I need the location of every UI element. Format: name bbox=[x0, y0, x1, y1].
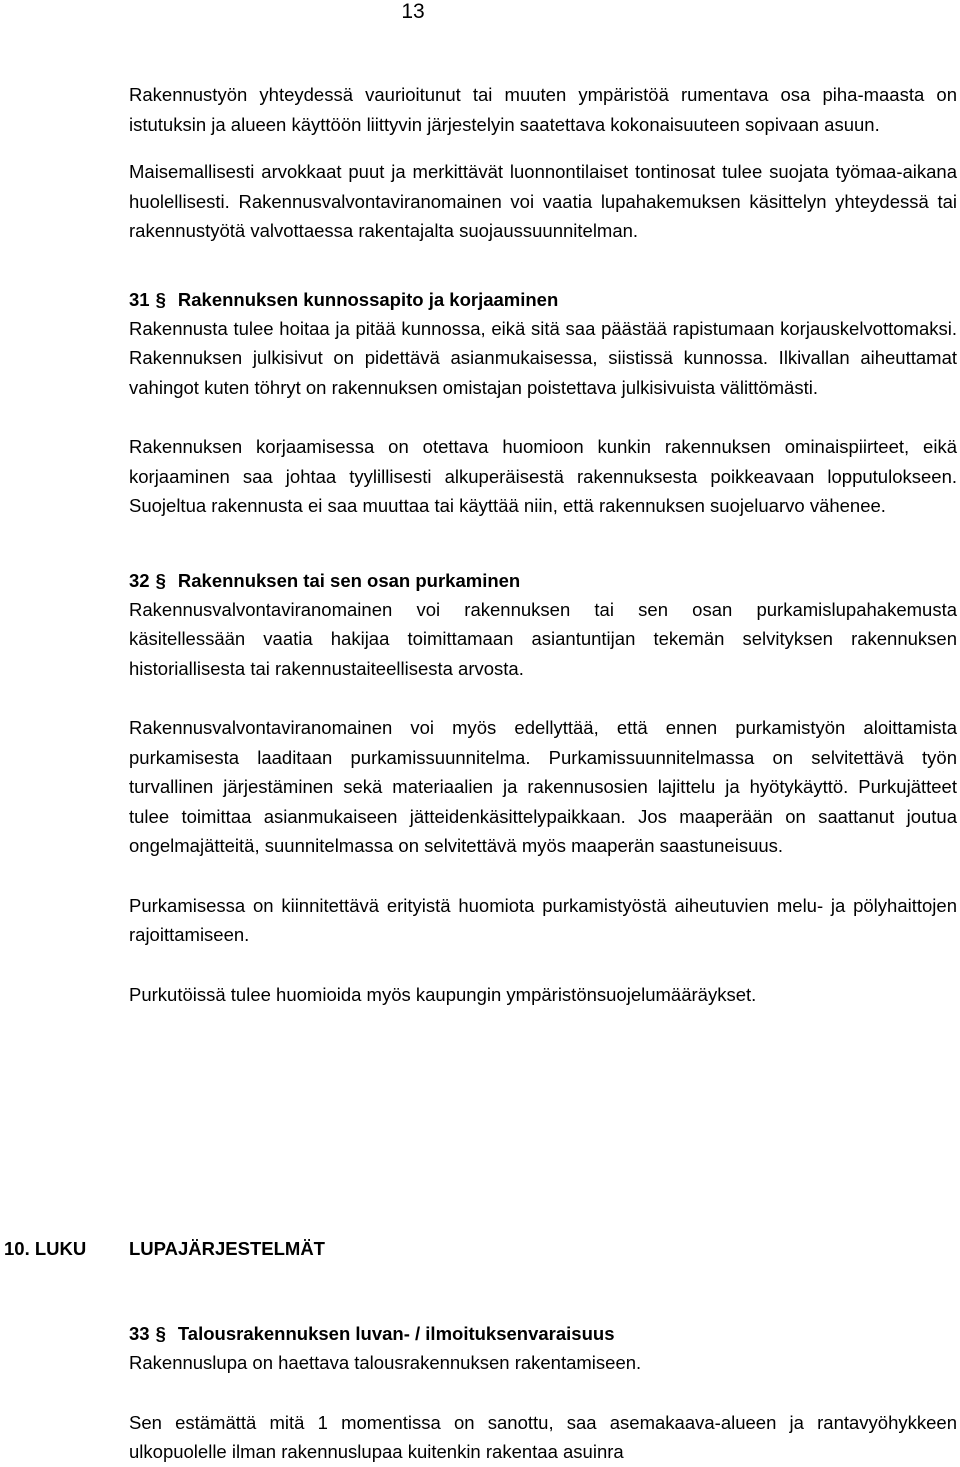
section-symbol: § bbox=[155, 1323, 166, 1344]
paragraph-building-permit: Rakennuslupa on haettava talousrakennuksen rakentamiseen. bbox=[129, 1352, 642, 1373]
section-title: Rakennuksen tai sen osan purkaminen bbox=[177, 569, 521, 591]
paragraph-maintenance: Rakennusta tulee hoitaa ja pitää kunnossa, eikä sitä saa päästää rapistumaan korjauskelvottomaksi. Rakennuksen julkisivut on pidettävä asianmukaisessa, siistissä kunnossa. Ilkivallan aiheuttamat vahingot kuten töhryt on rakennuksen omistajan poistettava julkisivuista välittömästi. bbox=[129, 317, 957, 398]
paragraph-trees-protection: Maisemallisesti arvokkaat puut ja merkittävät luonnontilaiset tontinosat tulee suojata työmaa-aikana huolellisesti. Rakennusvalvontaviranomainen voi vaatia lupahakemuksen käsittelyn yhteydessä tai rakennustyötä valvottaessa rakentajalta suojaussuunnitelman. bbox=[129, 161, 957, 241]
paragraph-noise-dust: Purkamisessa on kiinnitettävä erityistä huomiota purkamistyöstä aiheutuvien melu- ja pölyhaittojen rajoittamiseen. bbox=[129, 894, 957, 945]
section-symbol: § bbox=[155, 569, 166, 591]
section-symbol: § bbox=[155, 288, 166, 310]
section-number: 31 bbox=[129, 288, 150, 310]
section-title: Talousrakennuksen luvan- / ilmoituksenvaraisuus bbox=[177, 1323, 615, 1344]
chapter-body bbox=[129, 1320, 957, 1467]
section-number: 32 bbox=[129, 569, 150, 591]
paragraph-demolition-plan: Rakennusvalvontaviranomainen voi myös edellyttää, että ennen purkamistyön aloittamista purkamisesta laaditaan purkamissuunnitelma. Purkamissuunnitelmassa on selvitettävä työn turvallinen järjestäminen sekä materiaalien ja rakennusosien lajittelu ja hyötykäyttö. Purkujätteet tulee toimittaa asianmukaiseen jätteidenkäsittelypaikkaan. Jos maaperään on saattanut joutua ongelmajätteitä, suunnitelmassa on selvitettävä myös maaperän saastuneisuus. bbox=[129, 717, 957, 856]
page-body bbox=[129, 80, 957, 1009]
chapter-title: LUPAJÄRJESTELMÄT bbox=[129, 1238, 325, 1259]
paragraph-demolition-permit: Rakennusvalvontaviranomainen voi rakennuksen tai sen osan purkamislupahakemusta käsitellessään vaatia hakijaa toimittamaan asiantuntijan tekemän selvityksen rakennuksen historiallisesta tai rakennustaiteellisesta arvosta. bbox=[129, 598, 957, 679]
section-heading-33 bbox=[129, 1320, 957, 1348]
section-heading-32 bbox=[129, 567, 957, 595]
paragraph-environmental-rules: Purkutöissä tulee huomioida myös kaupungin ympäristönsuojelumääräykset. bbox=[129, 983, 757, 1005]
paragraph-repair: Rakennuksen korjaamisessa on otettava huomioon kunkin rakennuksen ominaispiirteet, eikä korjaaminen saa johtaa tyylillisesti alkuperäisestä rakennuksesta poikkeavaan lopputulokseen. Suojeltua rakennusta ei saa muuttaa tai käyttää niin, että rakennuksen suojeluarvo vähenee. bbox=[129, 436, 957, 516]
paragraph-restoration: Rakennustyön yhteydessä vaurioitunut tai muuten ympäristöä rumentava osa piha-maasta on istutuksin ja alueen käyttöön liittyvin järjestelyin saatettava kokonaisuuteen sopivaan asuun. bbox=[129, 84, 957, 135]
chapter-number: 10. LUKU bbox=[4, 1238, 87, 1259]
page-number: 13 bbox=[401, 0, 425, 23]
section-number: 33 bbox=[129, 1323, 150, 1344]
paragraph-exception: Sen estämättä mitä 1 momentissa on sanottu, saa asemakaava-alueen ja rantavyöhykkeen ulkopuolelle ilman rakennuslupaa kuitenkin rakentaa asuinra bbox=[129, 1411, 957, 1462]
section-heading-31 bbox=[129, 286, 957, 314]
section-title: Rakennuksen kunnossapito ja korjaaminen bbox=[177, 288, 559, 310]
